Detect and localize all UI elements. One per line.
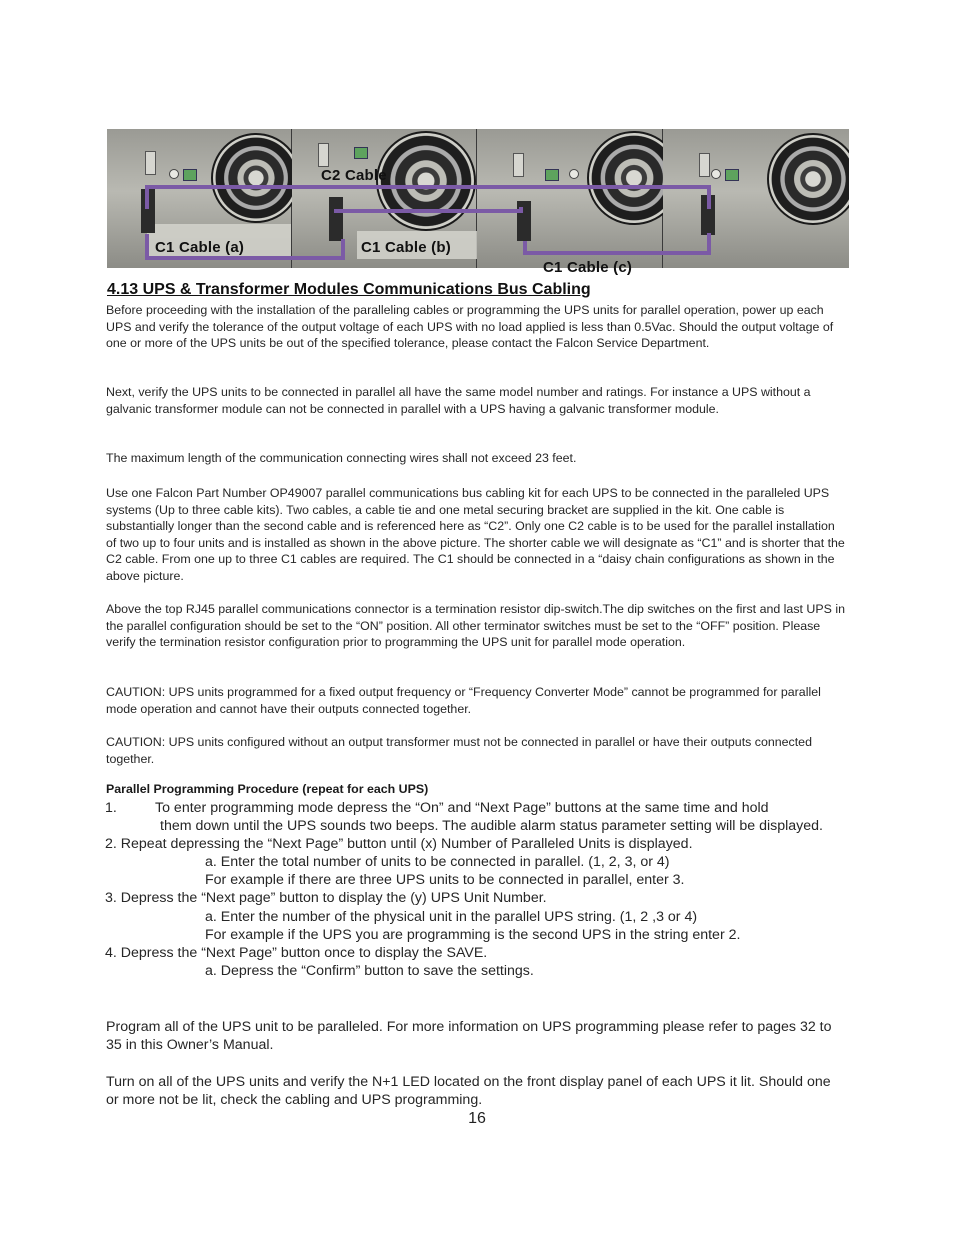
step-1-text: To enter programming mode depress the “On” and “Next Page” buttons at the same time and hold bbox=[155, 800, 769, 816]
step-1-continued: them down until the UPS sounds two beeps. The audible alarm status parameter setting will be displayed. bbox=[160, 818, 823, 835]
c2-cable-label: C2 Cable bbox=[321, 167, 387, 184]
step-3: 3. Depress the “Next page” button to display the (y) UPS Unit Number. bbox=[105, 890, 547, 907]
step-3a: a. Enter the number of the physical unit in the parallel UPS string. (1, 2 ,3 or 4) bbox=[205, 908, 698, 925]
c1c-cable-line bbox=[525, 233, 709, 253]
step-3-example: For example if the UPS you are programming is the second UPS in the string enter 2. bbox=[205, 926, 741, 943]
c2-cable-line bbox=[147, 187, 709, 209]
step-2: 2. Repeat depressing the “Next Page” button until (x) Number of Paralleled Units is displayed. bbox=[105, 836, 693, 853]
connector-block bbox=[329, 197, 343, 241]
c1a-cable-label: C1 Cable (a) bbox=[155, 239, 245, 256]
c1c-cable-label: C1 Cable (c) bbox=[543, 259, 633, 276]
c1b-cable-label: C1 Cable (b) bbox=[361, 239, 451, 256]
page-number: 16 bbox=[468, 1110, 486, 1127]
step-4a: a. Depress the “Confirm” button to save the settings. bbox=[205, 962, 534, 979]
paragraph-cable-kit: Use one Falcon Part Number OP49007 parallel communications bus cabling kit for each UPS to be connected in the paralleled UPS systems (Up to three cable kits). Two cables, a cable tie and one metal securing bracket are supplied in the kit. One cable is substantially longer than the second cable and is referenced here as “C2”. Only one C2 cable is to be used for the parallel installation of two up to four units and is installed as shown in the above picture. The shorter cable we will designate as “C1” and is shorter that the C2 cable. From one up to three C1 cables are required. The C1 should be connected in a “daisy chain configurations as shown in the above picture. bbox=[106, 486, 845, 583]
step-1 bbox=[105, 799, 850, 817]
procedure-title: Parallel Programming Procedure (repeat for each UPS) bbox=[106, 782, 429, 796]
step-4: 4. Depress the “Next Page” button once to display the SAVE. bbox=[105, 944, 488, 961]
step-1-number: 1. bbox=[105, 800, 117, 816]
paragraph-max-length: The maximum length of the communication connecting wires shall not exceed 23 feet. bbox=[106, 451, 577, 465]
paragraph-termination: Above the top RJ45 parallel communications connector is a termination resistor dip-switch.The dip switches on the first and last UPS in the parallel configuration should be set to the “ON” position. All other terminator switches must be set to the “OFF” position. Please verify the termination resistor configuration prior to programming the UPS unit for parallel mode operation. bbox=[106, 602, 845, 650]
step-2a: a. Enter the total number of units to be connected in parallel. (1, 2, 3, or 4) bbox=[205, 854, 670, 871]
paragraph-caution-transformer: CAUTION: UPS units configured without an output transformer must not be connected in parallel or have their outputs connected together. bbox=[106, 735, 812, 766]
paragraph-model-match: Next, verify the UPS units to be connected in parallel all have the same model number and ratings. For instance a UPS without a galvanic transformer module can not be connected in parallel with a UPS having a galvanic transformer module. bbox=[106, 385, 811, 416]
paragraph-caution-frequency: CAUTION: UPS units programmed for a fixed output frequency or “Frequency Converter Mode” cannot be programmed for parallel mode operation and cannot have their outputs connected together. bbox=[106, 685, 821, 716]
section-heading: 4.13 UPS & Transformer Modules Communications Bus Cabling bbox=[107, 281, 591, 298]
step-2-example: For example if there are three UPS units to be connected in parallel, enter 3. bbox=[205, 872, 685, 889]
paragraph-tolerance: Before proceeding with the installation of the paralleling cables or programming the UPS units for parallel operation, power up each UPS and verify the tolerance of the output voltage of each UPS with no load applied is less than 0.5Vac. Should the output voltage of one or more of the UPS units be out of the specified tolerance, please contact the Falcon Service Department. bbox=[106, 303, 834, 351]
paragraph-program-all: Program all of the UPS unit to be paralleled. For more information on UPS programming please refer to pages 32 to 35 in this Owner’s Manual. bbox=[106, 1019, 832, 1054]
procedure-steps bbox=[105, 799, 850, 980]
cabling-photo bbox=[107, 129, 849, 268]
paragraph-verify-led: Turn on all of the UPS units and verify the N+1 LED located on the front display panel of each UPS it lit. Should one or more not be lit, check the cabling and UPS programming. bbox=[106, 1074, 831, 1109]
c1b-cable-line bbox=[336, 207, 521, 211]
